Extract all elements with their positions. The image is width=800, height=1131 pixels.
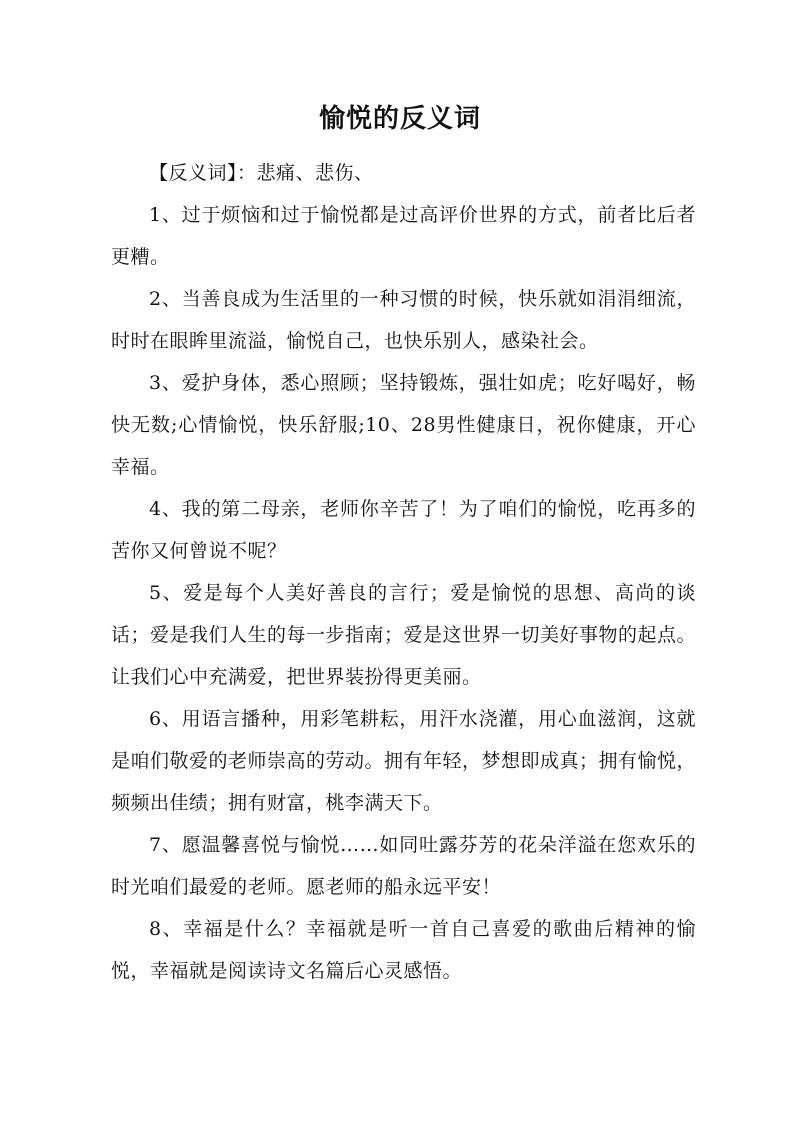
paragraph-1: 1、过于烦恼和过于愉悦都是过高评价世界的方式，前者比后者更糟。 xyxy=(111,204,696,268)
paragraph-2: 2、当善良成为生活里的一种习惯的时候，快乐就如涓涓细流，时时在眼眸里流溢，愉悦自己，也快乐别人，感染社会。 xyxy=(111,288,696,352)
paragraph-4: 4、我的第二母亲，老师你辛苦了！为了咱们的愉悦，吃再多的苦你又何曾说不呢？ xyxy=(111,498,696,562)
paragraph-antonyms: 【反义词】：悲痛、悲伤、 xyxy=(149,162,374,184)
paragraph-5: 5、爱是每个人美好善良的言行；爱是愉悦的思想、高尚的谈话；爱是我们人生的每一步指南；爱是这世界一切美好事物的起点。让我们心中充满爱，把世界装扮得更美丽。 xyxy=(111,582,697,688)
document-title: 愉悦的反义词 xyxy=(318,104,481,134)
paragraph-8: 8、幸福是什么？幸福就是听一首自己喜爱的歌曲后精神的愉悦，幸福就是阅读诗文名篇后心灵感悟。 xyxy=(111,918,696,982)
paragraph-6: 6、用语言播种，用彩笔耕耘，用汗水浇灌，用心血滋润，这就是咱们敬爱的老师崇高的劳动。拥有年轻，梦想即成真；拥有愉悦，频频出佳绩；拥有财富，桃李满天下。 xyxy=(111,708,697,814)
document-body xyxy=(111,152,696,992)
paragraph-3: 3、爱护身体，悉心照顾；坚持锻炼，强壮如虎；吃好喝好，畅快无数;心情愉悦，快乐舒服;10、28男性健康日，祝你健康，开心幸福。 xyxy=(111,372,696,478)
paragraph-7: 7、愿温馨喜悦与愉悦……如同吐露芬芳的花朵洋溢在您欢乐的时光咱们最爱的老师。愿老师的船永远平安！ xyxy=(111,834,696,898)
